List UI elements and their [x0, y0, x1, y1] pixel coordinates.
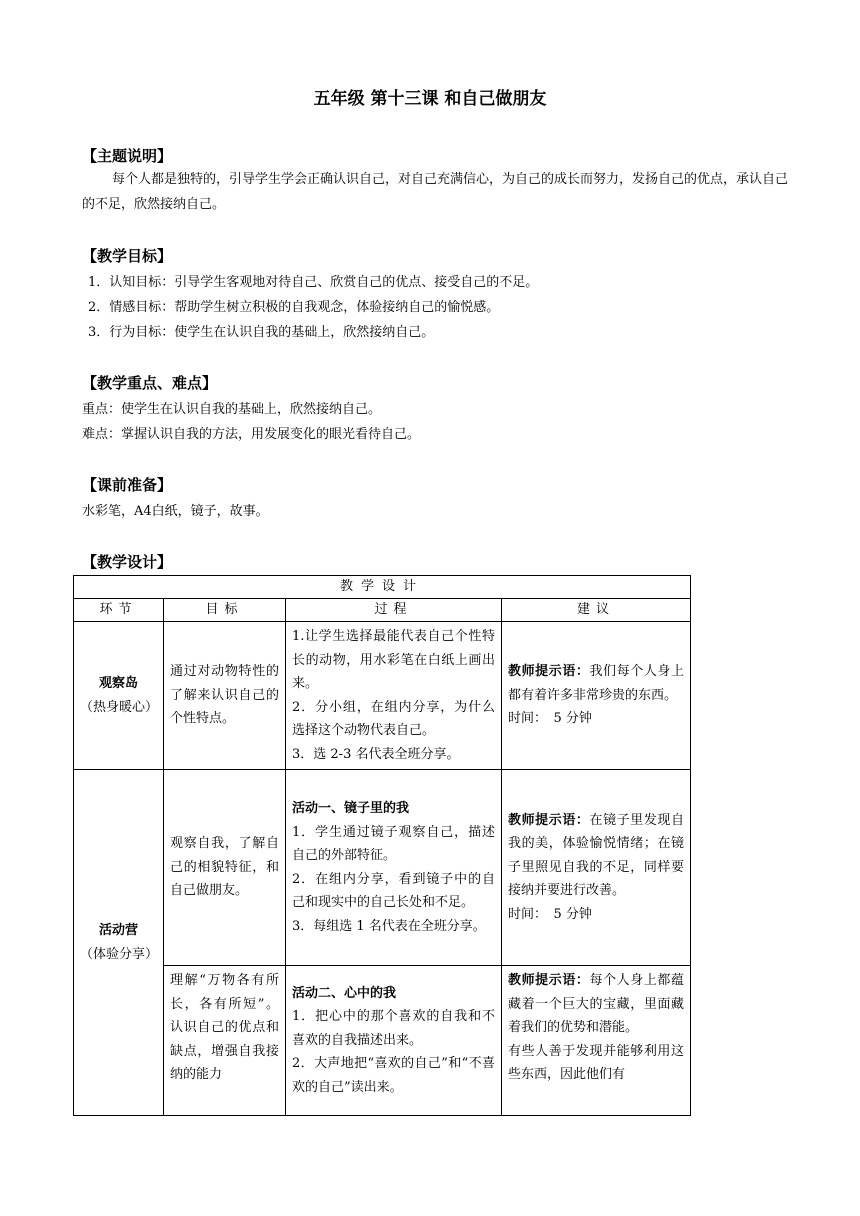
- process-step: 2．分小组，在组内分享，为什么选择这个动物代表自己。: [292, 699, 495, 738]
- table-row: [74, 966, 691, 1116]
- table-row: [74, 622, 691, 770]
- table-header-row: [74, 599, 691, 622]
- process-cell: [286, 966, 502, 1116]
- process-step: 2．大声地把“喜欢的自己”和“不喜欢的自己”读出来。: [292, 1056, 495, 1095]
- time-note: 时间： 5 分钟: [508, 711, 592, 727]
- objective-item: 3．行为目标：使学生在认识自我的基础上，欣然接纳自己。: [88, 325, 435, 340]
- design-heading: 【教学设计】: [82, 553, 173, 571]
- key-points-heading: 【教学重点、难点】: [82, 374, 218, 392]
- stage-name: 活动营: [98, 923, 138, 938]
- suggestion-cell: [502, 770, 691, 966]
- design-table: [73, 575, 691, 1116]
- key-point-item: 难点：掌握认识自我的方法，用发展变化的眼光看待自己。: [82, 427, 421, 442]
- process-cell: [286, 622, 502, 770]
- page-title: 五年级 第十三课 和自己做朋友: [313, 89, 547, 109]
- activity-title: 活动二、心中的我: [292, 985, 397, 1001]
- process-step: 1.让学生选择最能代表自己个性特长的动物，用水彩笔在白纸上画出来。: [292, 629, 495, 691]
- suggestion-cell: [502, 622, 691, 770]
- column-header: 环节: [74, 599, 164, 622]
- process-step: 3．每组选 1 名代表在全班分享。: [292, 918, 486, 934]
- theme-text: 每个人都是独特的，引导学生学会正确认识自己，对自己充满信心，为自己的成长而努力，发扬自己的优点，承认自己的不足，欣然接纳自己。: [82, 172, 789, 212]
- preparation-heading: 【课前准备】: [82, 476, 173, 494]
- column-header: 目标: [164, 599, 286, 622]
- stage-subtitle: （热身暖心）: [80, 699, 159, 715]
- activity-title: 活动一、镜子里的我: [292, 801, 410, 816]
- goal-cell: 观察自我，了解自己的相貌特征，和自己做朋友。: [164, 770, 286, 966]
- table-row: [74, 770, 691, 966]
- tip-text: 在镜子里发现自我的美，体验愉悦情绪；在镜子里照见自我的不足，同样要接纳并要进行改善。: [508, 812, 685, 899]
- objectives-heading: 【教学目标】: [82, 247, 173, 265]
- theme-heading: 【主题说明】: [82, 147, 173, 165]
- process-step: 3．选 2-3 名代表全班分享。: [292, 746, 460, 762]
- goal-cell: 通过对动物特性的了解来认识自己的个性特点。: [164, 622, 286, 770]
- process-step: 1．学生通过镜子观察自己，描述自己的外部特征。: [292, 824, 495, 863]
- objective-item: 2．情感目标：帮助学生树立积极的自我观念，体验接纳自己的愉悦感。: [88, 300, 500, 315]
- stage-cell: [74, 770, 164, 1116]
- tip-label: 教师提示语：: [508, 812, 590, 828]
- tip-continued: 有些人善于发现并能够利用这些东西，因此他们有: [508, 1043, 685, 1082]
- stage-cell: [74, 622, 164, 770]
- process-step: 1．把心中的那个喜欢的自我和不喜欢的自我描述出来。: [292, 1009, 495, 1048]
- table-caption: 教学设计: [74, 576, 691, 599]
- tip-text: 我们每个人身上都有着许多非常珍贵的东西。: [508, 664, 684, 703]
- stage-name: 观察岛: [98, 676, 138, 691]
- time-note: 时间： 5 分钟: [508, 906, 592, 922]
- column-header: 过程: [286, 599, 502, 622]
- tip-text: 每个人身上都蕴藏着一个巨大的宝藏，里面藏着我们的优势和潜能。: [508, 973, 685, 1035]
- key-point-item: 重点：使学生在认识自我的基础上，欣然接纳自己。: [82, 402, 382, 417]
- process-step: 2．在组内分享，看到镜子中的自己和现实中的自己长处和不足。: [292, 871, 495, 910]
- tip-label: 教师提示语：: [508, 973, 590, 988]
- objective-item: 1．认知目标：引导学生客观地对待自己、欣赏自己的优点、接受自己的不足。: [88, 275, 539, 290]
- goal-cell: 理解“万物各有所长，各有所短”。认识自己的优点和缺点，增强自我接纳的能力: [164, 966, 286, 1116]
- column-header: 建议: [502, 599, 691, 622]
- preparation-text: 水彩笔，A4白纸，镜子，故事。: [82, 504, 269, 519]
- suggestion-cell: [502, 966, 691, 1116]
- tip-label: 教师提示语：: [508, 664, 590, 680]
- process-cell: [286, 770, 502, 966]
- stage-subtitle: （体验分享）: [80, 946, 159, 962]
